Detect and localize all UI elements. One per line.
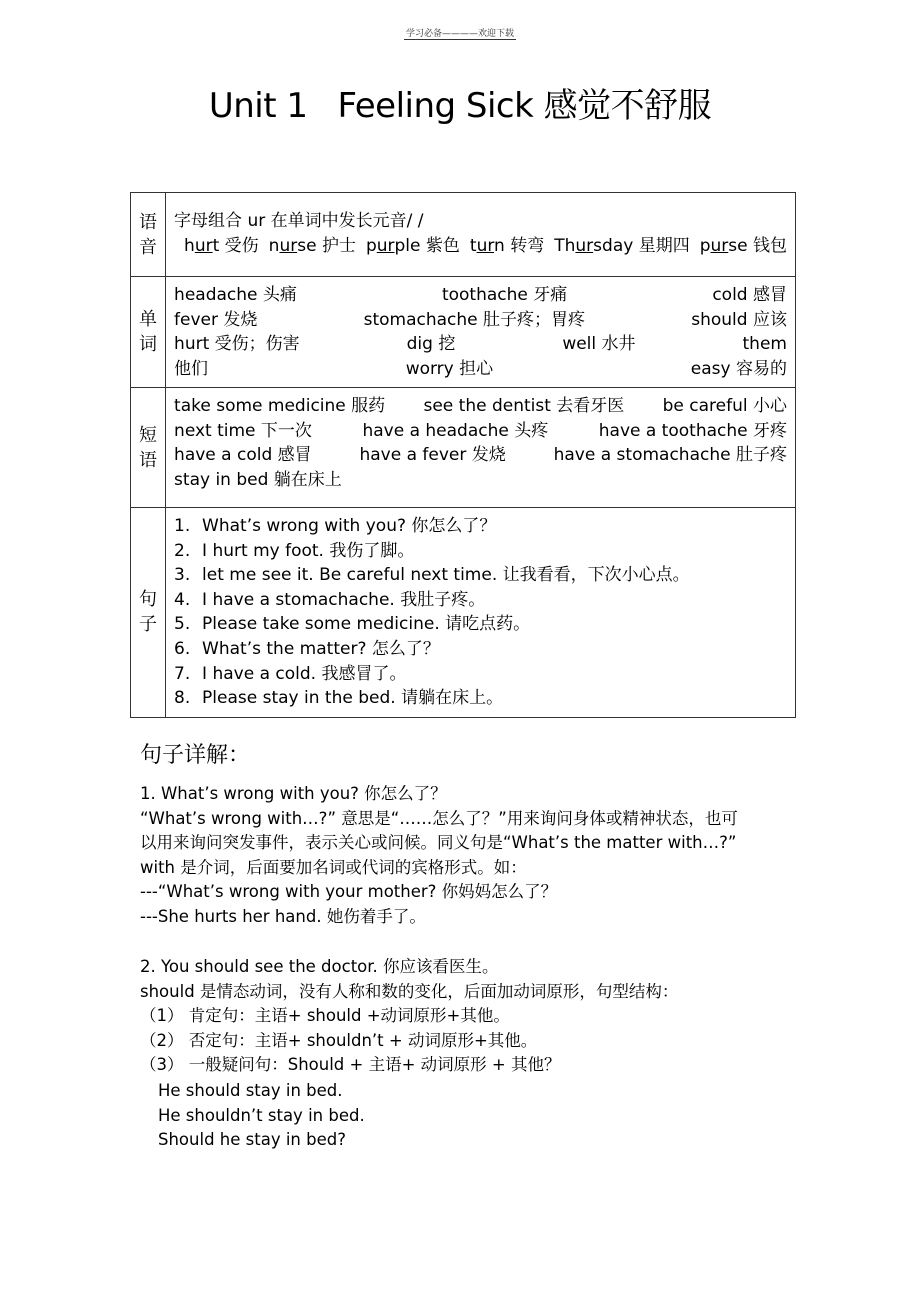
sentence-text: What’s wrong with you? 你怎么了？ <box>202 516 497 536</box>
phrase-line <box>174 419 787 444</box>
sentence-item <box>174 588 787 613</box>
words-label: 单词 <box>131 277 166 388</box>
sentence-number: 8. <box>174 688 191 709</box>
sentence-text: What’s the matter? 怎么了？ <box>202 638 440 659</box>
phrase-entry: have a stomachache 肚子疼 <box>553 445 787 465</box>
sentences-row <box>131 508 796 718</box>
word-line <box>174 357 787 382</box>
sentence-text: Please stay in the bed. 请躺在床上。 <box>202 688 504 709</box>
phrase-entry: take some medicine 服药 <box>174 396 386 416</box>
phrase-entry: stay in bed 躺在床上 <box>174 469 342 490</box>
explanation-2 <box>140 955 780 1078</box>
word-prefix: Th <box>554 235 576 256</box>
phrases-row <box>131 388 796 508</box>
word-entry: 他们 <box>174 358 209 379</box>
sentence-number: 1. <box>174 516 191 536</box>
pronunciation-label: 语音 <box>131 193 166 277</box>
word-suffix: n <box>494 235 511 256</box>
example-line: Should he stay in bed? <box>158 1130 346 1150</box>
sentence-number: 3. <box>174 565 191 586</box>
explanation-line: ---“What’s wrong with your mother? 你妈妈怎么了？ <box>140 882 558 902</box>
word-entry: stomachache 肚子疼；胃疼 <box>363 309 586 330</box>
word-prefix: p <box>699 235 711 256</box>
phrase-line <box>174 468 787 493</box>
word-meaning: 转弯 <box>510 235 545 256</box>
explanation-line: 2. You should see the doctor. 你应该看医生。 <box>140 957 499 976</box>
pronunciation-word <box>700 234 787 259</box>
word-meaning: 紫色 <box>425 235 460 256</box>
word-suffix: sday <box>593 235 639 256</box>
example-line: He should stay in bed. <box>158 1081 343 1100</box>
word-meaning: 钱包 <box>753 235 787 256</box>
section-title: 句子详解： <box>140 743 251 768</box>
sentence-item <box>174 539 787 564</box>
phrase-line <box>174 394 787 419</box>
word-line <box>174 332 787 357</box>
sentence-item <box>174 637 787 662</box>
sentence-number: 6. <box>174 638 191 659</box>
word-ur: ur <box>194 235 213 256</box>
sentence-list <box>174 514 787 711</box>
explanation-line: should 是情态动词，没有人称和数的变化，后面加动词原形，句型结构： <box>140 981 679 1001</box>
example-sentences <box>140 1079 780 1153</box>
page-title: Unit 1 Feeling Sick 感觉不舒服 <box>208 86 712 126</box>
word-entry: cold 感冒 <box>712 285 787 305</box>
explanation-line: 以用来询问突发事件，表示关心或问候。同义句是“What’s the matter with…?” <box>140 833 737 853</box>
pronunciation-word <box>269 234 356 259</box>
sentence-number: 5. <box>174 614 191 635</box>
word-prefix: t <box>469 235 477 256</box>
phrase-entry: next time 下一次 <box>174 420 312 441</box>
explanation-line: ---She hurts her hand. 她伤着手了。 <box>140 906 426 926</box>
page-header-note: 学习必备————欢迎下载 <box>405 29 514 39</box>
word-entry: toothache 牙痛 <box>441 285 568 305</box>
sentence-number: 7. <box>174 663 191 684</box>
sentence-text: I have a stomachache. 我肚子疼。 <box>202 589 486 610</box>
sentences-label: 句子 <box>131 508 166 718</box>
word-entry: hurt 受伤；伤害 <box>174 334 300 354</box>
word-entry: headache 头痛 <box>174 285 297 305</box>
word-ur: ur <box>710 235 729 256</box>
sentence-number: 4. <box>174 589 191 610</box>
word-suffix: se <box>728 235 753 256</box>
word-entry: easy 容易的 <box>690 358 787 379</box>
explanation-1 <box>140 782 780 930</box>
sentence-text: let me see it. Be careful next time. 让我看看，下次小心点。 <box>202 565 690 586</box>
word-suffix: t <box>212 235 225 256</box>
word-ur: ur <box>476 235 495 256</box>
pronunciation-rule: 字母组合 ur 在单词中发长元音/ / <box>174 211 424 231</box>
pronunciation-words <box>174 234 787 259</box>
phrase-entry: be careful 小心 <box>662 396 787 416</box>
sentence-item <box>174 514 787 539</box>
phrase-entry: see the dentist 去看牙医 <box>423 396 625 416</box>
word-line <box>174 283 787 308</box>
sentence-text: Please take some medicine. 请吃点药。 <box>202 614 531 635</box>
explanation-line: with 是介词，后面要加名词或代词的宾格形式。如： <box>140 857 527 877</box>
phrase-entry: have a cold 感冒 <box>174 445 312 465</box>
sentence-text: I hurt my foot. 我伤了脚。 <box>202 540 415 561</box>
phrase-line <box>174 443 787 468</box>
example-line: He shouldn’t stay in bed. <box>158 1105 365 1125</box>
phrase-entry: have a fever 发烧 <box>359 445 506 465</box>
sentence-item <box>174 662 787 687</box>
explanation-line: （3） 一般疑问句：Should + 主语+ 动词原形 + 其他？ <box>140 1055 561 1075</box>
word-meaning: 护士 <box>321 235 356 256</box>
sentence-number: 2. <box>174 540 191 561</box>
explanation-line: 1. What’s wrong with you? 你怎么了？ <box>140 784 447 803</box>
word-meaning: 受伤 <box>224 235 259 256</box>
sentence-item <box>174 612 787 637</box>
word-entry: should 应该 <box>691 309 787 330</box>
word-prefix: p <box>365 235 377 256</box>
word-entry: worry 担心 <box>405 358 494 379</box>
word-ur: ur <box>279 235 298 256</box>
phrases-label: 短语 <box>131 388 166 508</box>
word-entry: well 水井 <box>562 334 636 354</box>
explanation-line: （2） 否定句：主语+ shouldn’t + 动词原形+其他。 <box>140 1030 538 1050</box>
pronunciation-word <box>470 234 544 259</box>
word-entry: fever 发烧 <box>174 309 258 330</box>
word-ur: ur <box>575 235 594 256</box>
phrase-entry: have a headache 头疼 <box>362 420 549 441</box>
pronunciation-row <box>131 193 796 277</box>
sentence-item <box>174 563 787 588</box>
vocabulary-table <box>130 192 796 718</box>
word-prefix: h <box>184 235 195 256</box>
sentence-item <box>174 686 787 711</box>
sentence-text: I have a cold. 我感冒了。 <box>202 663 407 684</box>
explanation-line: “What’s wrong with…?” 意思是“……怎么了？”用来询问身体或精神状态，也可 <box>140 808 738 828</box>
word-prefix: n <box>268 235 280 256</box>
pronunciation-word <box>184 234 259 259</box>
pronunciation-word <box>554 234 689 259</box>
pronunciation-word <box>366 234 460 259</box>
explanation-line: （1） 肯定句：主语+ should +动词原形+其他。 <box>140 1006 510 1026</box>
word-suffix: ple <box>394 235 426 256</box>
words-row <box>131 277 796 388</box>
word-line <box>174 308 787 333</box>
word-ur: ur <box>376 235 395 256</box>
word-entry: them <box>742 334 787 354</box>
word-suffix: se <box>297 235 322 256</box>
word-entry: dig 挖 <box>406 334 456 354</box>
phrase-entry: have a toothache 牙疼 <box>598 420 787 441</box>
word-meaning: 星期四 <box>638 235 690 256</box>
